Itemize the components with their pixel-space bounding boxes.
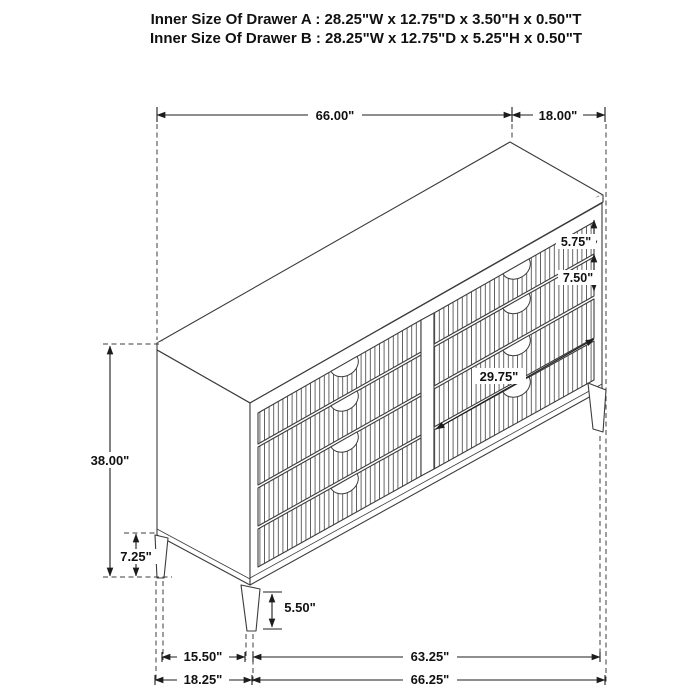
front-left-leg <box>241 585 260 631</box>
dimension-drawer-width-label: 29.75" <box>479 369 519 384</box>
dimension-top-width-label: 66.00" <box>315 108 355 123</box>
dimension-base-width-label: 66.25" <box>410 672 450 687</box>
dimension-leg-span-front-label: 63.25" <box>410 649 450 664</box>
dimension-leg-span-side-label: 15.50" <box>183 649 223 664</box>
dimension-drawer-b-label: 7.50" <box>562 271 594 285</box>
dimension-top-depth-label: 18.00" <box>538 108 578 123</box>
drawer-b-inner-size-text: Inner Size Of Drawer B : 28.25"W x 12.75"D x 5.25"H x 0.50"T <box>150 30 582 47</box>
center-divider-stile <box>421 313 434 476</box>
drawer-a-inner-size-text: Inner Size Of Drawer A : 28.25"W x 12.75"D x 3.50"H x 0.50"T <box>150 11 582 28</box>
dimension-back-leg-label: 7.25" <box>120 549 152 564</box>
dimension-overall-height-label: 38.00" <box>90 453 130 468</box>
header <box>150 11 582 47</box>
dimension-drawer-a-label: 5.75" <box>560 235 592 249</box>
dimension-base-depth-label: 18.25" <box>183 672 223 687</box>
dresser-illustration <box>155 142 606 631</box>
dimension-front-leg-label: 5.50" <box>284 600 316 615</box>
front-right-leg <box>588 383 606 432</box>
